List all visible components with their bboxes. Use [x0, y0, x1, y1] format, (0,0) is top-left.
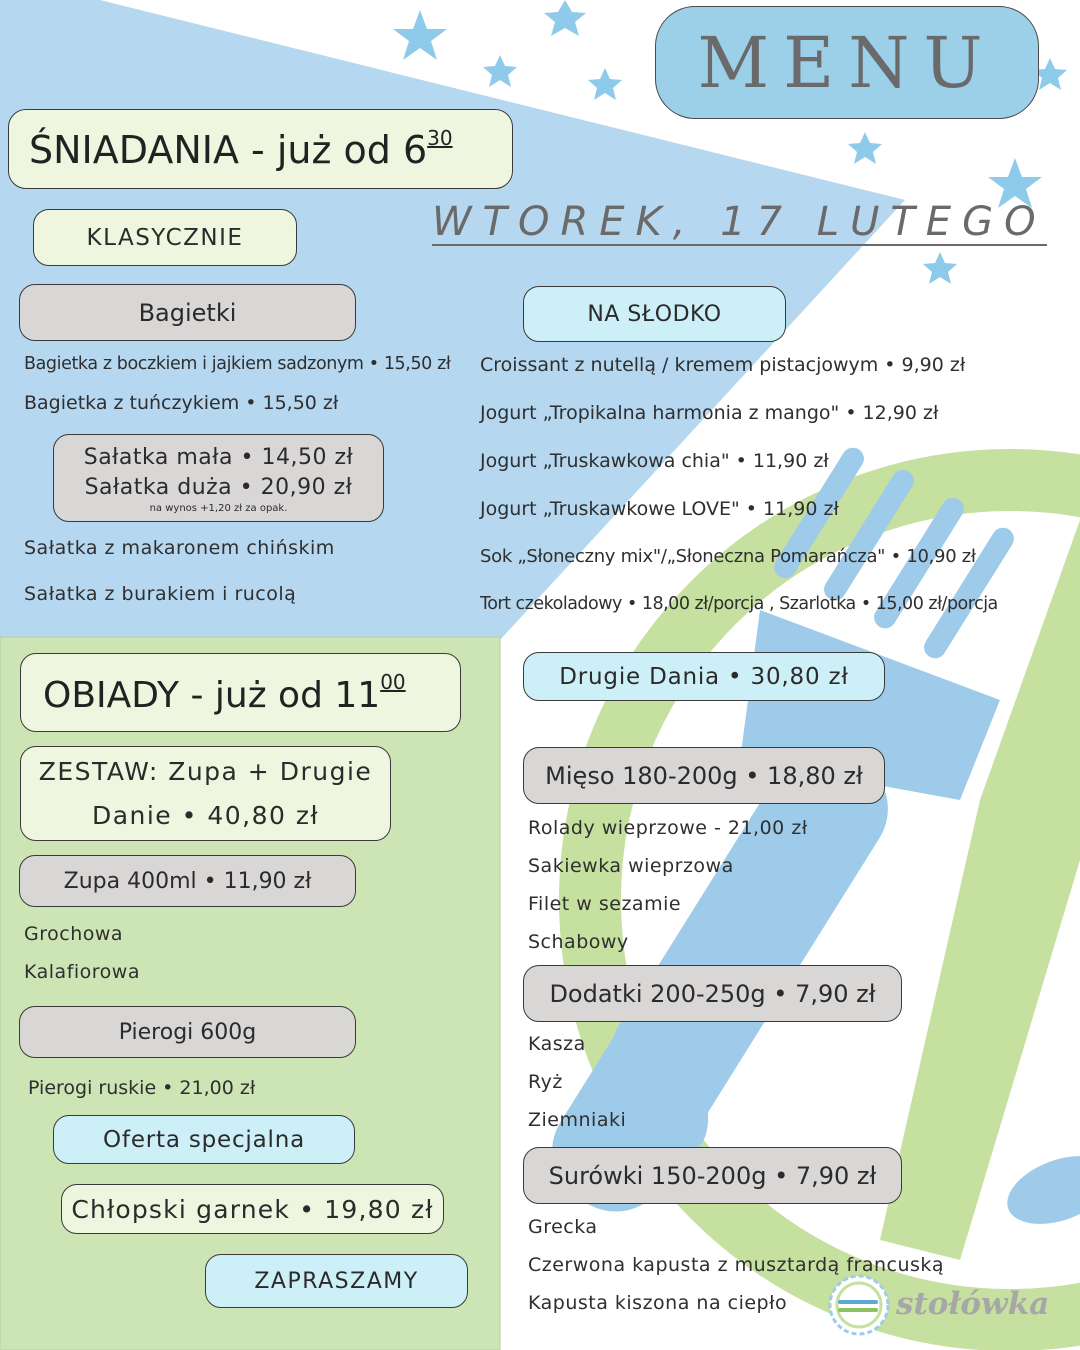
set-offer-line2: Danie • 40,80 zł [91, 800, 320, 830]
salads-item: Czerwona kapusta z musztardą francuską [528, 1254, 945, 1276]
meat-item: Rolady wieprzowe - 21,00 zł [528, 817, 808, 839]
meat-item: Filet w sezamie [528, 893, 682, 915]
dumplings-label: Pierogi 600g [118, 1019, 257, 1045]
salads-label-box [523, 1147, 902, 1204]
salad-item: Sałatka z makaronem chińskim [24, 537, 335, 559]
sweet-item: Sok „Słoneczny mix"/„Słoneczna Pomarańcza" • 10,90 zł [480, 546, 976, 567]
star-icon [923, 252, 957, 284]
breakfast-title: ŚNIADANIA - już od 6 [29, 128, 428, 172]
soup-label: Zupa 400ml • 11,90 zł [63, 868, 312, 894]
green-panel [0, 637, 500, 1350]
salads-item: Grecka [528, 1216, 598, 1238]
breakfast-title-box [8, 109, 513, 189]
sides-item: Kasza [528, 1033, 586, 1055]
soup-item: Kalafiorowa [24, 961, 140, 983]
sides-label: Dodatki 200-250g • 7,90 zł [549, 979, 876, 1008]
set-offer-box [20, 746, 391, 841]
star-icon [848, 132, 882, 164]
sweet-item: Jogurt „Truskawkowa chia" • 11,90 zł [480, 450, 829, 472]
menu-title: MENU [697, 21, 997, 104]
special-item: Chłopski garnek • 19,80 zł [71, 1194, 434, 1224]
salad-small-price: Sałatka mała • 14,50 zł [83, 444, 354, 470]
salad-item: Sałatka z burakiem i rucolą [24, 583, 297, 605]
main-course-box [523, 652, 885, 701]
star-icon [483, 55, 517, 87]
salads-label: Surówki 150-200g • 7,90 zł [548, 1161, 877, 1190]
baguette-item: Bagietka z tuńczykiem • 15,50 zł [24, 392, 339, 414]
sweet-label-box [523, 286, 786, 342]
invite-box [205, 1254, 468, 1308]
salad-note: na wynos +1,20 zł za opak. [149, 502, 288, 514]
soup-label-box [19, 855, 356, 907]
sides-item: Ziemniaki [528, 1109, 627, 1131]
salads-item: Kapusta kiszona na ciepło [528, 1292, 788, 1314]
baguette-item: Bagietka z boczkiem i jajkiem sadzonym • 15,50 zł [24, 354, 451, 374]
classic-label: KLASYCZNIE [86, 224, 244, 251]
special-item-box [61, 1184, 444, 1234]
sweet-item: Jogurt „Truskawkowe LOVE" • 11,90 zł [480, 498, 839, 520]
logo-text: stołówka [896, 1286, 1050, 1322]
dumplings-label-box [19, 1006, 356, 1058]
sides-label-box [523, 965, 902, 1022]
salad-big-price: Sałatka duża • 20,90 zł [84, 474, 353, 500]
blob-shape [998, 1143, 1080, 1237]
lunch-time-sup: 00 [380, 669, 406, 694]
sweet-item: Tort czekoladowy • 18,00 zł/porcja , Szarlotka • 15,00 zł/porcja [480, 594, 998, 614]
sweet-label: NA SŁODKO [587, 301, 722, 327]
invite-label: ZAPRASZAMY [254, 1268, 419, 1294]
meat-label: Mięso 180-200g • 18,80 zł [545, 761, 863, 790]
knife-icon [880, 520, 1080, 1260]
logo-plate-icon [826, 1272, 892, 1338]
baguettes-label: Bagietki [138, 298, 237, 327]
sides-item: Ryż [528, 1071, 563, 1093]
baguettes-label-box [19, 284, 356, 341]
star-icon [544, 0, 586, 36]
star-icon [393, 10, 447, 60]
set-offer-line1: ZESTAW: Zupa + Drugie [38, 756, 373, 786]
classic-label-box [33, 209, 297, 266]
menu-date: WTOREK, 17 LUTEGO [432, 199, 1047, 245]
lunch-title-box [20, 653, 461, 732]
lunch-title: OBIADY - już od 11 [43, 674, 381, 716]
sweet-item: Jogurt „Tropikalna harmonia z mango" • 12,90 zł [480, 402, 939, 424]
star-icon [588, 68, 622, 100]
breakfast-time-sup: 30 [427, 126, 453, 150]
special-offer-label: Oferta specjalna [103, 1126, 305, 1153]
menu-header-box [655, 6, 1039, 119]
dumplings-item: Pierogi ruskie • 21,00 zł [28, 1077, 256, 1099]
meat-item: Schabowy [528, 931, 629, 953]
main-course-label: Drugie Dania • 30,80 zł [559, 663, 849, 690]
salad-price-box [53, 434, 384, 522]
meat-item: Sakiewka wieprzowa [528, 855, 734, 877]
soup-item: Grochowa [24, 923, 124, 945]
special-offer-box [53, 1115, 355, 1164]
meat-label-box [523, 747, 885, 804]
sweet-item: Croissant z nutellą / kremem pistacjowym • 9,90 zł [480, 354, 966, 376]
